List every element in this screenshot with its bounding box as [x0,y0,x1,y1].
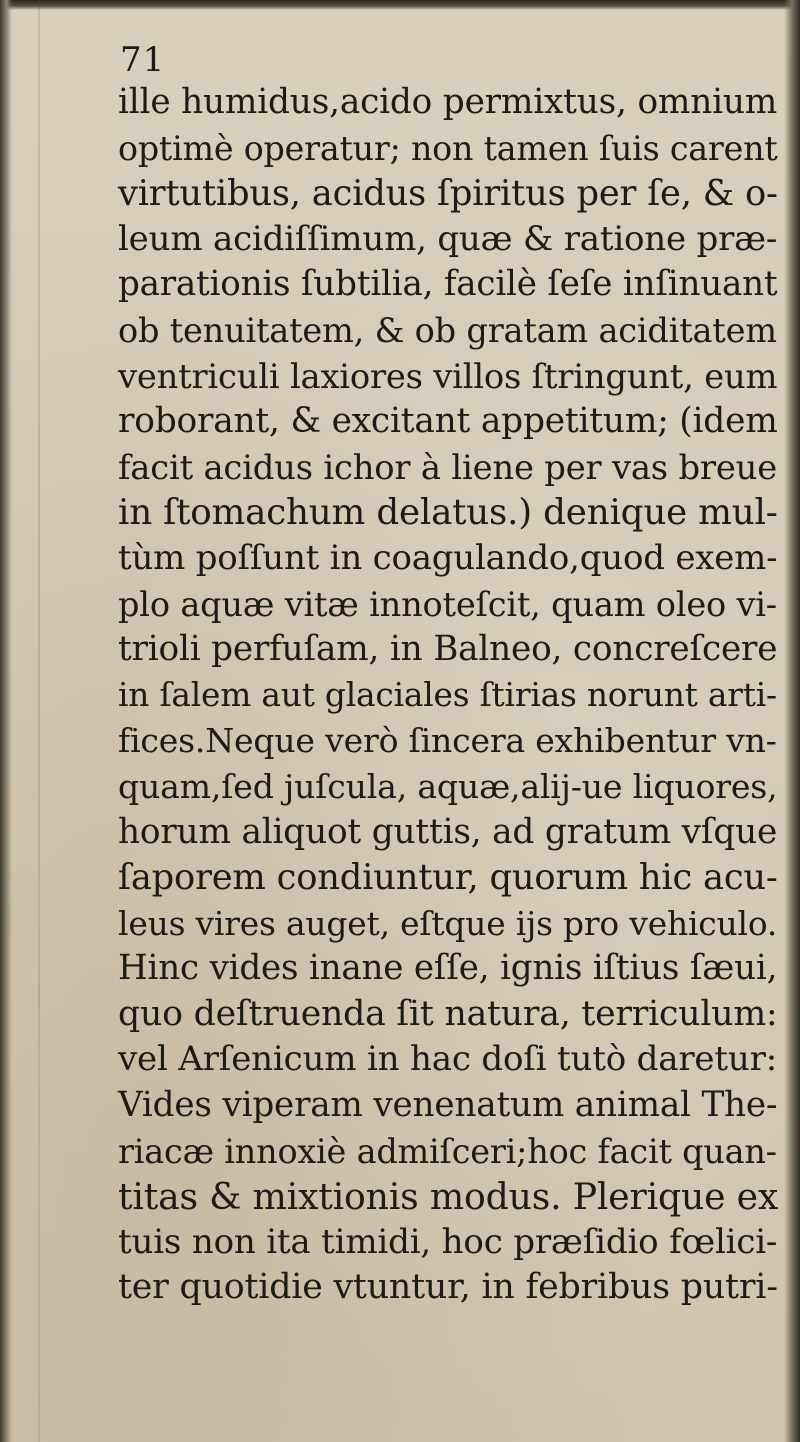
text-line-13: trioli perfuſam, in Balneo, concreſcere [118,629,778,670]
page-right-edge [784,0,800,1442]
text-block [118,40,778,1311]
text-line-17: horum aliquot guttis, ad gratum vſque [118,811,778,852]
text-line-25: titas & mixtionis modus. Plerique ex [118,1175,779,1219]
text-line-3: virtutibus, acidus ſpiritus per ſe, & o- [118,173,778,215]
page-top-edge [0,0,800,10]
text-line-7: ventriculi laxiores villos ſtringunt, eum [118,356,778,396]
text-line-19: leus vires auget, eſtque ijs pro vehiculo. [118,903,778,943]
text-line-26: tuis non ita timidi, hoc præſidio fœlici- [118,1221,778,1262]
text-line-4: leum acidiſſimum, quæ & ratione præ- [118,218,778,259]
text-line-12: plo aquæ vitæ innoteſcit, quam oleo vi- [118,584,777,624]
text-line-15: fices.Neque verò ſincera exhibentur vn- [118,721,777,761]
text-line-22: vel Arſenicum in hac doſi tutò daretur: [118,1039,777,1080]
text-line-5: parationis ſubtilia, facilè ſeſe inſinuant [118,264,778,305]
text-line-18: ſaporem condiuntur, quorum hic acu- [118,857,778,899]
page-number: 71 [120,40,166,80]
text-line-23: Vides viperam venenatum animal The- [118,1085,778,1126]
text-line-10: in ſtomachum delatus.) denique mul- [118,492,778,534]
page-gutter-shadow [0,0,12,1442]
text-line-1: ille humidus,acido permixtus, omnium [118,82,778,122]
text-line-6: ob tenuitatem, & ob gratam aciditatem [118,310,777,350]
text-line-11: tùm poſſunt in coagulando,quod exem- [118,537,778,578]
text-line-24: riacæ innoxiè admiſceri;hoc facit quan- [118,1131,777,1171]
text-line-27: ter quotidie vtuntur, in febribus putri- [118,1267,778,1308]
text-line-21: quo deſtruenda ſit natura, terriculum: [118,993,778,1034]
text-line-20: Hinc vides inane eſſe, ignis iſtius ſæui, [118,948,778,989]
text-line-8: roborant, & excitant appetitum; (idem [118,401,778,442]
text-line-2: optimè operatur; non tamen ſuis carent [118,128,778,168]
text-line-9: facit acidus ichor à liene per vas breue [118,447,777,487]
text-line-14: in ſalem aut glaciales ſtirias norunt arti- [118,675,777,714]
page-crease [38,0,40,1442]
text-line-16: quam,ſed juſcula, aquæ,alij-ue liquores, [118,766,778,806]
